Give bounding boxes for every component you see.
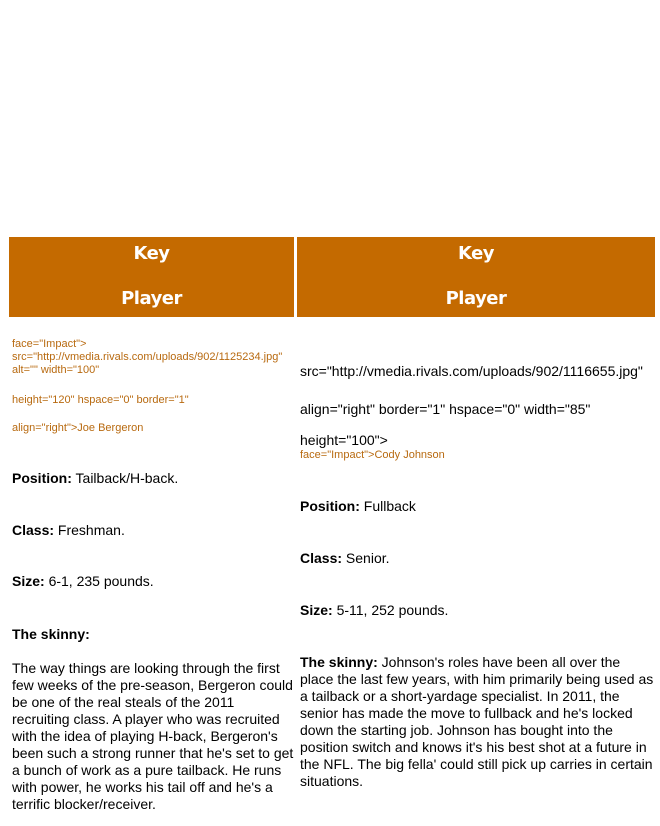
- left-position: [12, 470, 178, 487]
- right-skinny-label: The skinny:: [300, 654, 378, 670]
- right-header-line1: Key: [457, 243, 495, 264]
- left-skinny-label: The skinny:: [12, 626, 90, 642]
- left-code-line-4: height="120" hspace="0" border="1": [12, 394, 189, 406]
- left-size-label: Size:: [12, 573, 45, 589]
- left-size: [12, 573, 154, 590]
- left-size-value: 6-1, 235 pounds.: [44, 573, 154, 589]
- right-player-column: [297, 237, 655, 789]
- left-header: [9, 237, 294, 317]
- left-position-value: Tailback/H-back.: [71, 470, 179, 486]
- right-code-line-1: src="http://vmedia.rivals.com/uploads/902/1116655.jpg": [300, 363, 643, 379]
- left-header-line2: Player: [121, 288, 182, 309]
- right-skinny: [300, 654, 655, 790]
- left-code-line-3: alt="" width="100": [12, 364, 100, 376]
- right-header: [297, 237, 655, 317]
- left-code-line-5: align="right">Joe Bergeron: [12, 422, 144, 434]
- left-class: [12, 522, 125, 539]
- right-position-value: Fullback: [359, 498, 416, 514]
- right-size: [300, 602, 448, 619]
- right-code-line-3: height="100">: [300, 432, 388, 448]
- right-position-label: Position:: [300, 498, 360, 514]
- left-code-line-1: face="Impact">: [12, 338, 87, 350]
- right-skinny-text: Johnson's roles have been all over the place the last few years, with him primarily being used as a tailback or a short-yardage specialist. In 2011, the senior has made the move to fullback and he's locked down the starting job. Johnson has bought into the position switch and knows it's his best shot at a future in the NFL. The big fella' could still pick up carries in certain situations.: [300, 654, 654, 789]
- right-class-label: Class:: [300, 550, 343, 566]
- right-code-small: face="Impact">Cody Johnson: [300, 449, 445, 461]
- left-class-value: Freshman.: [54, 522, 125, 538]
- right-header-line2: Player: [445, 288, 507, 309]
- right-position: [300, 498, 416, 515]
- right-class: [300, 550, 390, 567]
- right-class-value: Senior.: [342, 550, 390, 566]
- left-position-label: Position:: [12, 470, 72, 486]
- left-header-line1: Key: [133, 243, 170, 264]
- left-skinny-text: The way things are looking through the first few weeks of the pre-season, Bergeron could be one of the real steals of the 2011 recruiting class. A player who was recruited with the idea of playing H-back, Bergeron's been such a strong runner that he's set to get a bunch of work as a pure tailback. He runs with power, he works his tail off and he's a terrific blocker/receiver.: [12, 660, 294, 812]
- right-size-value: 5-11, 252 pounds.: [332, 602, 449, 618]
- right-code-line-2: align="right" border="1" hspace="0" width="85": [300, 401, 591, 417]
- left-code-line-2: src="http://vmedia.rivals.com/uploads/902/1125234.jpg": [12, 351, 283, 363]
- left-class-label: Class:: [12, 522, 55, 538]
- left-player-column: [9, 237, 294, 812]
- right-size-label: Size:: [300, 602, 333, 618]
